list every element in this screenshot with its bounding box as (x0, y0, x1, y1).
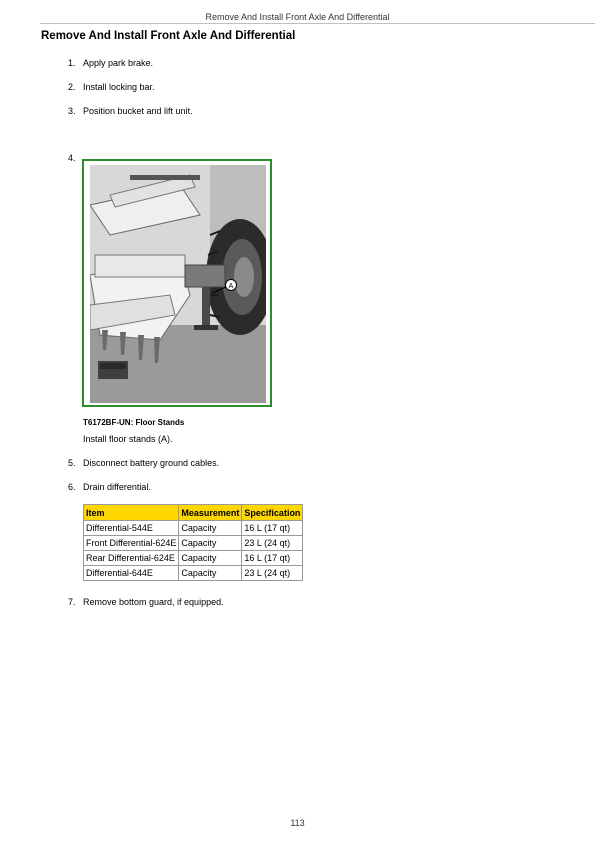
step-number: 3. (68, 106, 76, 116)
column-header-measurement: Measurement (179, 505, 242, 521)
step-text: Install locking bar. (83, 82, 155, 92)
figure-caption: T6172BF-UN: Floor Stands (83, 418, 185, 427)
figure-description: Install floor stands (A). (83, 434, 173, 444)
step-6 (68, 482, 151, 492)
page-title: Remove And Install Front Axle And Differential (41, 30, 296, 42)
step-text: Remove bottom guard, if equipped. (83, 597, 224, 607)
step-number: 5. (68, 458, 76, 468)
table-cell: Front Differential-624E (84, 536, 179, 551)
step-4 (68, 153, 83, 163)
table-cell: 23 L (24 qt) (242, 566, 303, 581)
step-text: Apply park brake. (83, 58, 154, 68)
table-row (84, 536, 303, 551)
step-1 (68, 58, 153, 68)
step-number: 1. (68, 58, 76, 68)
table-row (84, 551, 303, 566)
column-header-item: Item (84, 505, 179, 521)
step-7 (68, 597, 224, 607)
capacity-spec-table (83, 504, 303, 581)
table-cell: 23 L (24 qt) (242, 536, 303, 551)
step-number: 4. (68, 153, 76, 163)
table-row (84, 566, 303, 581)
table-cell: Rear Differential-624E (84, 551, 179, 566)
floor-stands-figure (82, 159, 272, 407)
loader-floor-stands-illustration (90, 165, 266, 403)
step-text: Position bucket and lift unit. (83, 106, 193, 116)
table-cell: Differential-544E (84, 521, 179, 536)
table-cell: 16 L (17 qt) (242, 551, 303, 566)
page-number: 113 (290, 818, 305, 828)
callout-a-label: A (228, 283, 234, 290)
step-2 (68, 82, 155, 92)
table-cell: Capacity (179, 551, 242, 566)
header-divider (40, 23, 595, 24)
table-row (84, 521, 303, 536)
step-number: 7. (68, 597, 76, 607)
step-3 (68, 106, 193, 116)
step-text: Disconnect battery ground cables. (83, 458, 220, 468)
table-cell: 16 L (17 qt) (242, 521, 303, 536)
table-cell: Capacity (179, 536, 242, 551)
table-cell: Capacity (179, 521, 242, 536)
table-cell: Capacity (179, 566, 242, 581)
step-text: Drain differential. (83, 482, 151, 492)
running-header: Remove And Install Front Axle And Differential (205, 12, 390, 22)
column-header-specification: Specification (242, 505, 303, 521)
table-cell: Differential-644E (84, 566, 179, 581)
step-number: 2. (68, 82, 76, 92)
table-header-row (84, 505, 303, 521)
step-number: 6. (68, 482, 76, 492)
step-5 (68, 458, 219, 468)
